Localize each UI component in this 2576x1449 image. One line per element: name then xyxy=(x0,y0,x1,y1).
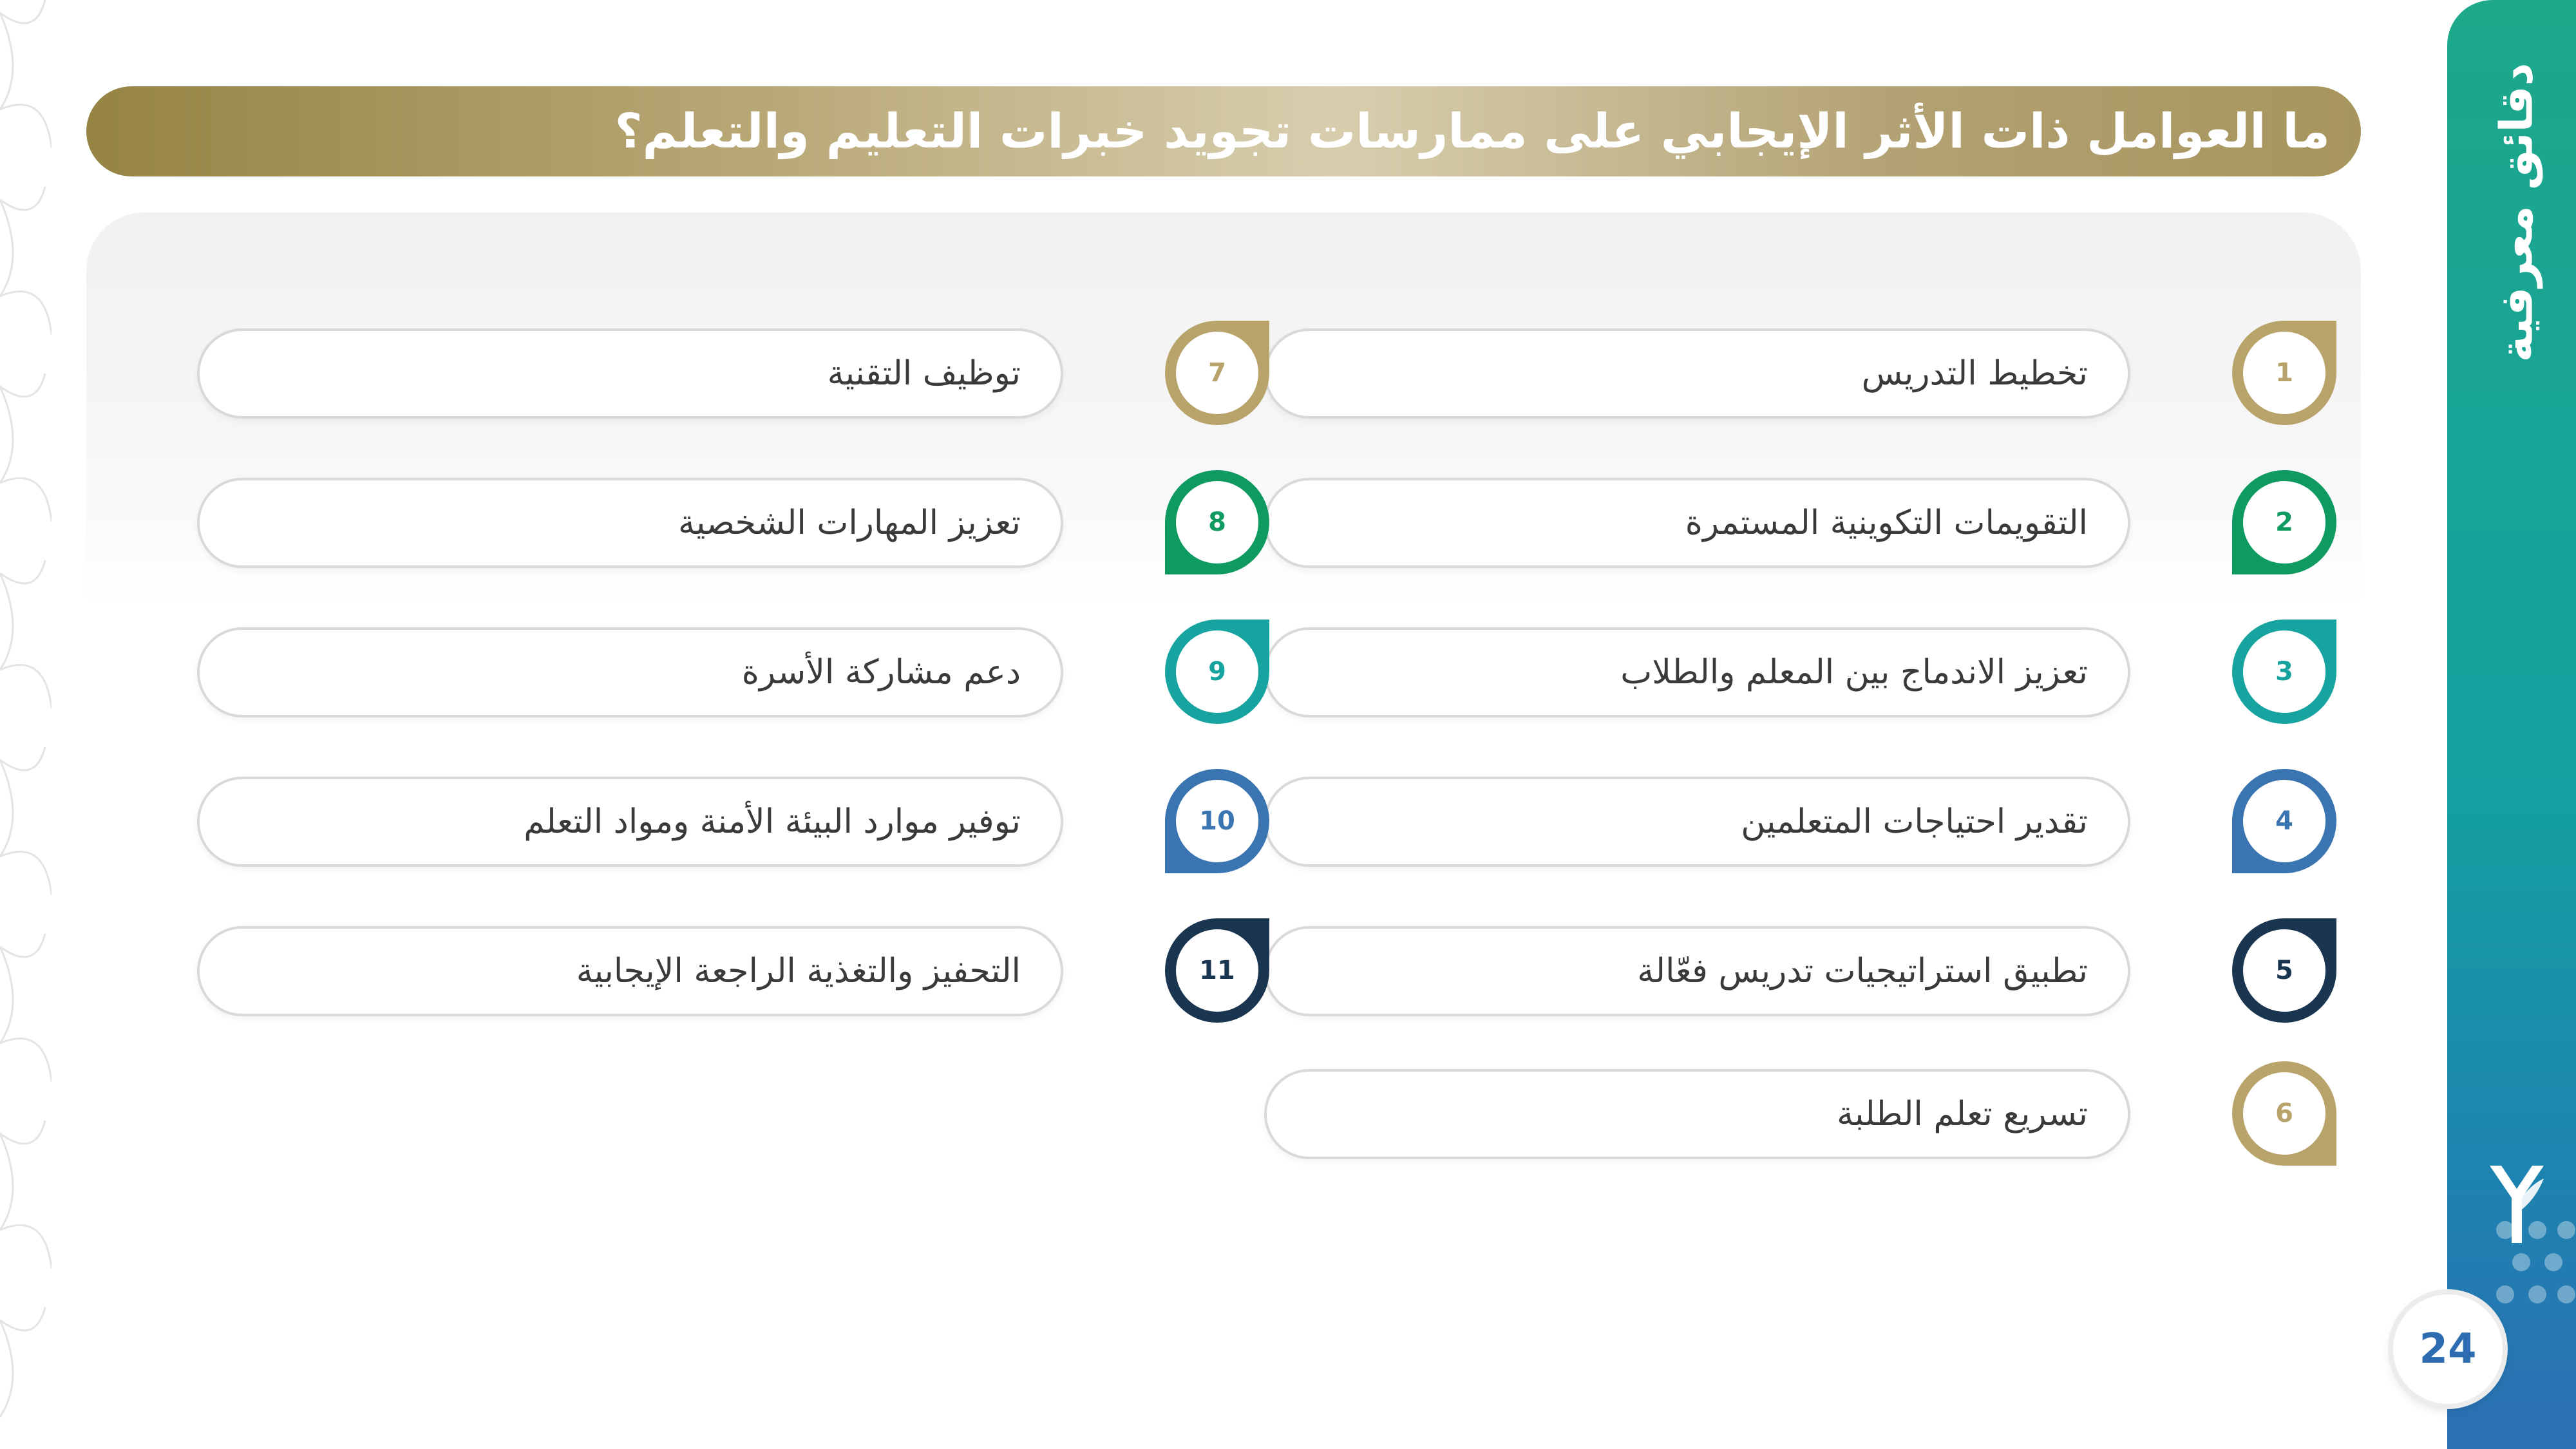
item-number: 8 xyxy=(1208,507,1226,537)
list-item xyxy=(197,616,1258,728)
item-label: التحفيز والتغذية الراجعة الإيجابية xyxy=(576,952,1021,990)
item-number: 4 xyxy=(2275,806,2293,836)
number-badge xyxy=(1161,914,1273,1027)
item-number: 7 xyxy=(1208,358,1226,388)
item-label: تعزيز المهارات الشخصية xyxy=(677,504,1021,542)
page-title: ما العوامل ذات الأثر الإيجابي على ممارسات تجويد خبرات التعليم والتعلم؟ xyxy=(614,104,2330,159)
page-number: 24 xyxy=(2419,1325,2477,1373)
list-item xyxy=(1264,1057,2325,1170)
list-item xyxy=(1264,765,2325,877)
item-number: 11 xyxy=(1199,956,1235,985)
item-number: 5 xyxy=(2275,956,2293,985)
item-number: 1 xyxy=(2275,358,2293,388)
leaf-pattern-decoration xyxy=(0,0,52,1449)
item-label: تطبيق استراتيجيات تدريس فعّالة xyxy=(1637,952,2088,990)
item-label: التقويمات التكوينية المستمرة xyxy=(1685,504,2088,542)
list-item xyxy=(197,317,1258,429)
item-pill xyxy=(1264,777,2130,867)
item-label: تعزيز الاندماج بين المعلم والطلاب xyxy=(1620,653,2088,692)
list-item xyxy=(1264,616,2325,728)
number-badge xyxy=(2228,914,2340,1027)
item-label: توفير موارد البيئة الأمنة ومواد التعلم xyxy=(524,802,1021,841)
item-number: 2 xyxy=(2275,507,2293,537)
list-item xyxy=(197,765,1258,877)
number-badge xyxy=(2228,317,2340,429)
page-number-badge xyxy=(2393,1294,2503,1404)
item-pill xyxy=(1264,926,2130,1016)
item-pill xyxy=(197,328,1063,419)
dots-decoration xyxy=(2492,1217,2576,1346)
number-badge xyxy=(2228,1057,2340,1170)
item-pill xyxy=(197,926,1063,1016)
item-pill xyxy=(1264,328,2130,419)
item-label: دعم مشاركة الأسرة xyxy=(741,653,1021,692)
title-bar xyxy=(86,86,2361,176)
side-title: دقائق معرفية xyxy=(2490,62,2543,363)
item-pill xyxy=(197,478,1063,568)
side-title-wrap xyxy=(2485,64,2549,361)
list-item xyxy=(197,914,1258,1027)
list-item xyxy=(1264,317,2325,429)
item-label: تخطيط التدريس xyxy=(1861,354,2088,393)
item-number: 10 xyxy=(1199,806,1235,836)
list-item xyxy=(197,466,1258,578)
item-pill xyxy=(1264,478,2130,568)
number-badge xyxy=(2228,616,2340,728)
item-number: 6 xyxy=(2275,1099,2293,1128)
item-pill xyxy=(197,777,1063,867)
item-label: تقدير احتياجات المتعلمين xyxy=(1741,802,2088,841)
number-badge xyxy=(2228,765,2340,877)
item-label: توظيف التقنية xyxy=(827,354,1021,393)
number-badge xyxy=(2228,466,2340,578)
number-badge xyxy=(1161,616,1273,728)
list-item xyxy=(1264,914,2325,1027)
list-item xyxy=(1264,466,2325,578)
item-pill xyxy=(1264,1069,2130,1159)
item-number: 9 xyxy=(1208,657,1226,687)
number-badge xyxy=(1161,765,1273,877)
item-label: تسريع تعلم الطلبة xyxy=(1837,1095,2088,1133)
item-pill xyxy=(197,627,1063,717)
number-badge xyxy=(1161,466,1273,578)
number-badge xyxy=(1161,317,1273,429)
item-pill xyxy=(1264,627,2130,717)
item-number: 3 xyxy=(2275,657,2293,687)
